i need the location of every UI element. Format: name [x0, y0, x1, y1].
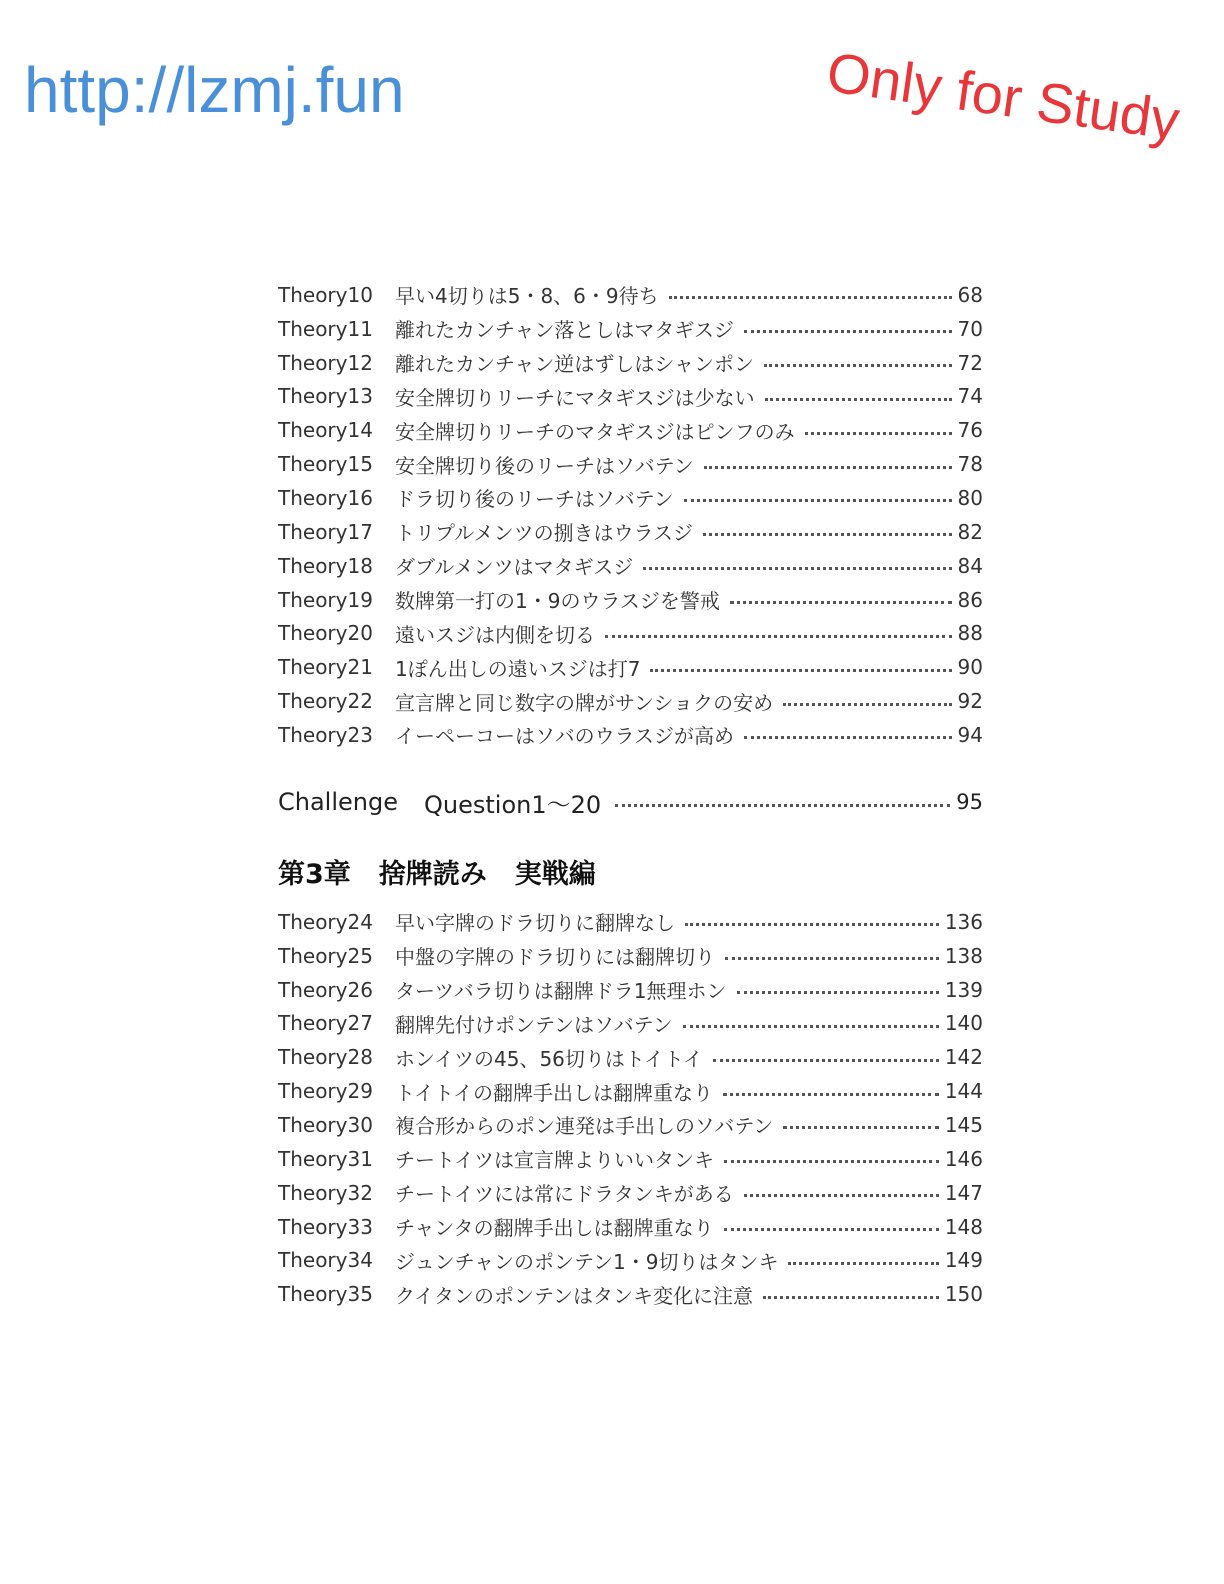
toc-entry[interactable] [278, 380, 983, 414]
toc-entry-number: Theory26 [278, 977, 373, 1002]
toc-entry-number: Theory19 [278, 587, 373, 612]
toc-entry-number: Theory34 [278, 1248, 373, 1273]
toc-entry-page: 147 [944, 1180, 983, 1205]
toc-entry-page: 94 [957, 722, 983, 747]
dot-leader [683, 1025, 939, 1028]
toc-list-part1 [278, 278, 983, 752]
toc-entry-page: 72 [957, 350, 983, 375]
dot-leader [730, 601, 952, 604]
watermark-study: Only for Study [823, 40, 1184, 152]
toc-entry[interactable] [278, 939, 983, 973]
toc-entry-page: 90 [957, 655, 983, 680]
dot-leader [788, 1262, 938, 1265]
toc-entry[interactable] [278, 973, 983, 1007]
toc-entry[interactable] [278, 549, 983, 583]
toc-entry-title: チャンタの翻牌手出しは翻牌重なり [395, 1216, 714, 1241]
toc-entry-title: チートイツは宣言牌よりいいタンキ [395, 1148, 714, 1173]
toc-entry[interactable] [278, 650, 983, 684]
dot-leader [764, 364, 952, 367]
toc-entry-number: Theory29 [278, 1079, 373, 1104]
challenge-question-range: Question1〜20 [424, 790, 602, 819]
toc-entry-page: 68 [957, 282, 983, 307]
toc-entry-title: 早い4切りは5・8、6・9待ち [395, 284, 659, 309]
toc-entry[interactable] [278, 346, 983, 380]
toc-entry-number: Theory22 [278, 689, 373, 714]
toc-entry[interactable] [278, 481, 983, 515]
dot-leader [805, 432, 952, 435]
toc-entry-title: 複合形からのポン連発は手出しのソバテン [395, 1114, 774, 1139]
toc-entry-page: 136 [944, 909, 983, 934]
toc-entry[interactable] [278, 1277, 983, 1311]
chapter-title: 捨牌読み [378, 859, 487, 890]
toc-entry-number: Theory21 [278, 655, 373, 680]
toc-entry-number: Theory32 [278, 1180, 373, 1205]
toc-entry-title: ターツバラ切りは翻牌ドラ1無理ホン [395, 979, 727, 1004]
toc-entry-title: イーペーコーはソバのウラスジが高め [395, 724, 734, 749]
dot-leader [744, 736, 952, 739]
dot-leader [737, 991, 939, 994]
toc-entry-number: Theory24 [278, 909, 373, 934]
toc-entry-number: Theory35 [278, 1282, 373, 1307]
toc-entry-title: 宣言牌と同じ数字の牌がサンショクの安め [395, 690, 774, 715]
toc-entry[interactable] [278, 278, 983, 312]
toc-entry-page: 84 [957, 553, 983, 578]
toc-list-part2 [278, 905, 983, 1311]
toc-entry-title: 数牌第一打の1・9のウラスジを警戒 [395, 589, 720, 614]
dot-leader [615, 804, 950, 807]
toc-entry-number: Theory23 [278, 722, 373, 747]
toc-entry-number: Theory16 [278, 485, 373, 510]
dot-leader [643, 567, 951, 570]
toc-entry-title: 離れたカンチャン逆はずしはシャンポン [395, 352, 754, 377]
dot-leader [783, 703, 951, 706]
dot-leader [703, 533, 952, 536]
toc-entry-page: 82 [957, 519, 983, 544]
toc-entry-title: 早い字牌のドラ切りに翻牌なし [395, 911, 675, 936]
toc-entry-page: 146 [944, 1146, 983, 1171]
toc-entry-title: トリプルメンツの捌きはウラスジ [395, 521, 693, 546]
dot-leader [725, 957, 939, 960]
toc-entry-title: ジュンチャンのポンテン1・9切りはタンキ [395, 1249, 779, 1274]
toc-entry[interactable] [278, 616, 983, 650]
dot-leader [713, 1059, 939, 1062]
toc-entry-number: Theory31 [278, 1146, 373, 1171]
toc-entry-number: Theory12 [278, 350, 373, 375]
toc-entry-page: 92 [957, 689, 983, 714]
toc-entry-title: 離れたカンチャン落としはマタギスジ [395, 318, 734, 343]
dot-leader [763, 1296, 939, 1299]
toc-entry[interactable] [278, 312, 983, 346]
toc-entry[interactable] [278, 583, 983, 617]
dot-leader [605, 635, 952, 638]
toc-entry-number: Theory13 [278, 384, 373, 409]
dot-leader [685, 923, 939, 926]
toc-entry-page: 144 [944, 1079, 983, 1104]
toc-entry-title: 翻牌先付けポンテンはソバテン [395, 1012, 673, 1037]
dot-leader [724, 1160, 939, 1163]
toc-entry-title: クイタンのポンテンはタンキ変化に注意 [395, 1283, 753, 1308]
toc-entry-number: Theory27 [278, 1011, 373, 1036]
challenge-page: 95 [956, 790, 983, 814]
toc-entry[interactable] [278, 1243, 983, 1277]
toc-entry[interactable] [278, 413, 983, 447]
toc-entry-title: ホンイツの45、56切りはトイトイ [395, 1046, 703, 1071]
toc-entry-number: Theory17 [278, 519, 373, 544]
toc-entry[interactable] [278, 718, 983, 752]
toc-entry-page: 74 [957, 384, 983, 409]
toc-entry-number: Theory15 [278, 452, 373, 477]
toc-entry-title: 安全牌切りリーチのマタギスジはピンフのみ [395, 419, 795, 444]
toc-entry-number: Theory33 [278, 1214, 373, 1239]
dot-leader [669, 296, 952, 299]
toc-entry-page: 76 [957, 418, 983, 443]
toc-entry[interactable] [278, 515, 983, 549]
toc-entry-number: Theory10 [278, 282, 373, 307]
toc-entry[interactable] [278, 447, 983, 481]
toc-entry-page: 139 [944, 977, 983, 1002]
toc-entry-page: 150 [944, 1282, 983, 1307]
toc-entry[interactable] [278, 1210, 983, 1244]
toc-entry-title: トイトイの翻牌手出しは翻牌重なり [395, 1080, 713, 1105]
toc-entry-page: 140 [944, 1011, 983, 1036]
toc-entry[interactable] [278, 1007, 983, 1041]
toc-entry-title: 遠いスジは内側を切る [395, 622, 595, 647]
challenge-label: Challenge [278, 788, 398, 816]
toc-entry-page: 145 [944, 1112, 983, 1137]
toc-entry-page: 88 [957, 621, 983, 646]
toc-entry-title: 1ぽん出しの遠いスジは打7 [395, 656, 641, 681]
toc-entry-number: Theory28 [278, 1045, 373, 1070]
toc-entry-number: Theory18 [278, 553, 373, 578]
toc-entry[interactable] [278, 905, 983, 939]
challenge-entry[interactable] [278, 784, 983, 820]
toc-entry[interactable] [278, 1108, 983, 1142]
dot-leader [723, 1093, 939, 1096]
dot-leader [704, 466, 952, 469]
dot-leader [744, 1194, 939, 1197]
toc-entry-title: 安全牌切りリーチにマタギスジは少ない [395, 385, 755, 410]
toc-entry[interactable] [278, 1074, 983, 1108]
toc-entry-page: 149 [944, 1248, 983, 1273]
chapter-subtitle: 実戦編 [514, 859, 596, 890]
watermark-url: http://lzmj.fun [24, 54, 405, 126]
toc-entry-title: ドラ切り後のリーチはソバテン [395, 487, 674, 512]
toc-entry-page: 142 [944, 1045, 983, 1070]
toc-entry-title: ダブルメンツはマタギスジ [395, 555, 634, 580]
toc-entry-page: 70 [957, 316, 983, 341]
toc-entry-title: 中盤の字牌のドラ切りには翻牌切り [395, 945, 715, 970]
toc-entry-number: Theory14 [278, 418, 373, 443]
dot-leader [765, 398, 952, 401]
toc-entry[interactable] [278, 684, 983, 718]
toc-entry[interactable] [278, 1142, 983, 1176]
dot-leader [783, 1126, 939, 1129]
toc-entry-number: Theory25 [278, 943, 373, 968]
toc-entry[interactable] [278, 1176, 983, 1210]
toc-entry-title: チートイツには常にドラタンキがある [395, 1182, 734, 1207]
toc-entry-title: 安全牌切り後のリーチはソバテン [395, 453, 694, 478]
toc-entry-page: 138 [944, 943, 983, 968]
toc-entry-page: 78 [957, 452, 983, 477]
dot-leader [744, 330, 952, 333]
toc-entry-number: Theory30 [278, 1112, 373, 1137]
toc-entry[interactable] [278, 1040, 983, 1074]
dot-leader [650, 669, 951, 672]
toc-entry-page: 86 [957, 587, 983, 612]
toc-entry-number: Theory11 [278, 316, 373, 341]
toc-entry-number: Theory20 [278, 621, 373, 646]
toc-entry-page: 148 [944, 1214, 983, 1239]
chapter-number: 第3章 [278, 859, 351, 890]
chapter-heading [278, 852, 596, 891]
toc-entry-page: 80 [957, 485, 983, 510]
dot-leader [724, 1228, 939, 1231]
dot-leader [684, 499, 952, 502]
